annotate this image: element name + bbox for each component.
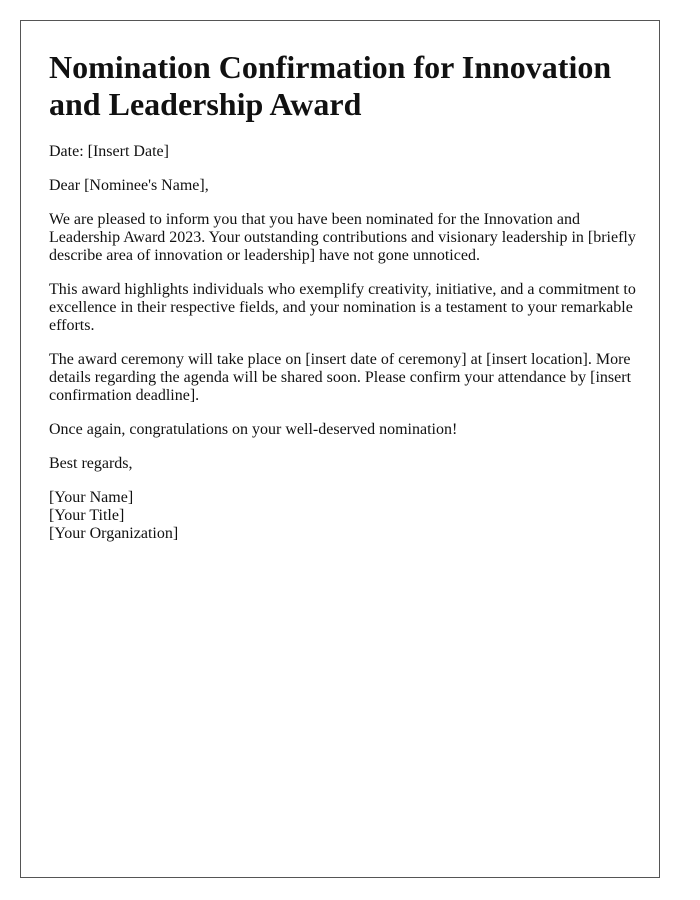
date-line: Date: [Insert Date] (49, 143, 169, 160)
signature-name: [Your Name] (49, 489, 134, 506)
paragraph-ceremony-details: The award ceremony will take place on [insert date of ceremony] at [insert location]. More details regarding the agenda will be shared soon. Please confirm your attendance by [insert confirmation deadline]. (49, 351, 632, 404)
paragraph-nomination: We are pleased to inform you that you have been nominated for the Innovation and Leadership Award 2023. Your outstanding contributions and visionary leadership in [briefly describe area of innovation or leadership] have not gone unnoticed. (49, 211, 636, 264)
paragraph-award-description: This award highlights individuals who exemplify creativity, initiative, and a commitment to excellence in their respective fields, and your nomination is a testament to your remarkable efforts. (49, 281, 636, 334)
paragraph-congratulations: Once again, congratulations on your well-deserved nomination! (49, 421, 458, 438)
letter-title: Nomination Confirmation for Innovation and Leadership Award (49, 49, 612, 122)
closing: Best regards, (49, 455, 133, 472)
letter-page (20, 20, 660, 878)
letter-content (49, 49, 639, 543)
signature-organization: [Your Organization] (49, 525, 179, 542)
signature-block (49, 489, 639, 543)
signature-title: [Your Title] (49, 507, 125, 524)
salutation: Dear [Nominee's Name], (49, 177, 209, 194)
